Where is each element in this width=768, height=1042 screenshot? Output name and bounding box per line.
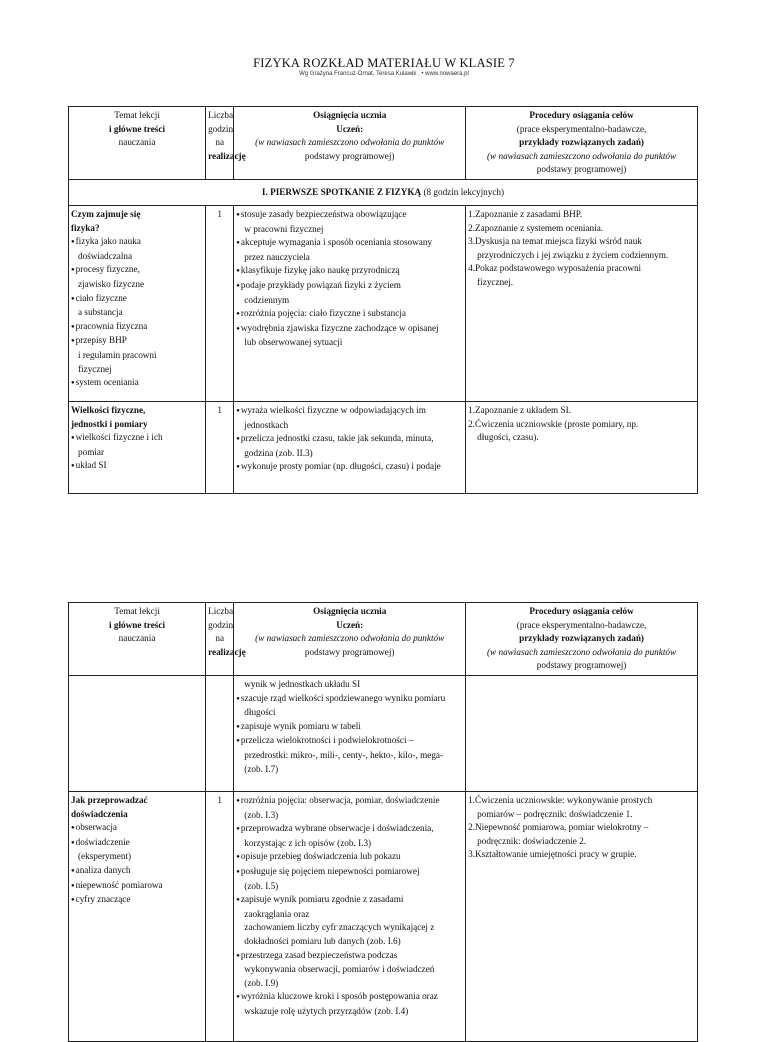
hours-cell: 1 <box>206 791 234 1041</box>
list-item: ● pracownia fizyczna <box>71 320 203 335</box>
text-line: Pokaz podstawowego wyposażenia pracowni <box>475 263 642 274</box>
text-line: Liczba <box>208 110 234 120</box>
text-line <box>468 418 695 445</box>
text-line: (zob. I.5) <box>244 880 279 891</box>
table-row <box>69 791 698 1041</box>
text-line: (w nawiasach zamieszczono odwołania do punktów <box>487 646 677 657</box>
text-line: 2. <box>468 822 476 833</box>
list-item: ● przelicza jednostki czasu, takie jak sekunda, minuta, <box>236 432 463 447</box>
text-line: zachowaniem liczby cyfr znaczących wynikającej z <box>244 922 435 933</box>
text-line: Zapoznanie z układem SI. <box>475 404 571 415</box>
text-line: przykłady rozwiązanych zadań) <box>519 137 644 148</box>
list-item: ● posługuje się pojęciem niepewności pomiarowej <box>236 865 463 880</box>
text-line: w pracowni fizycznej <box>244 223 324 234</box>
text-line: wynik w jednostkach układu SI <box>244 678 361 689</box>
text-line <box>468 262 695 289</box>
text-line: Ćwiczenia uczniowskie: wykonywanie prostych <box>475 794 653 805</box>
achievements-cell <box>234 791 466 1041</box>
text-line: (w nawiasach zamieszczono odwołania do punktów <box>255 137 445 148</box>
list-item: ● klasyfikuje fizykę jako naukę przyrodniczą <box>236 264 463 279</box>
text-line: doświadczenia <box>71 808 128 819</box>
text-line: Zapoznanie z systemem oceniania. <box>475 222 604 233</box>
text-line: zaokrąglania oraz <box>244 908 310 919</box>
list-item: ● wielkości fizyczne i ich <box>71 431 203 446</box>
text-line: wskazuje rolę użytych przyrządów (zob. I.4) <box>244 1005 409 1016</box>
document-subtitle: Wg Grażyna Francuz-Ornat, Teresa Kulawik . • www.nowaera.pl <box>299 71 469 77</box>
list-item: ● stosuje zasady bezpieczeństwa obowiązujące <box>236 208 463 223</box>
list-item: ● rozróżnia pojęcia: ciało fizyczne i substancja <box>236 307 463 322</box>
text-line: przez nauczyciela <box>244 251 310 262</box>
achievements-cell <box>234 675 466 791</box>
text-line: podstawy programowej) <box>536 660 627 671</box>
text-line: Procedury osiągania celów <box>529 606 634 616</box>
text-line: Czym zajmuje się <box>71 208 141 219</box>
list-item: ● obserwacja <box>71 821 203 836</box>
text-line: (w nawiasach zamieszczono odwołania do punktów <box>487 150 677 161</box>
list-item: ● doświadczenie <box>71 836 203 851</box>
text-line: długości <box>244 707 276 718</box>
header-topic <box>69 107 206 180</box>
table-header-row <box>69 603 698 676</box>
achievements-cell <box>234 205 466 401</box>
text-line: podstawy programowej) <box>304 646 395 657</box>
text-line: przedrostki: mikro-, mili-, centy-, hekto-, kilo-, mega- <box>244 749 444 760</box>
list-item: ● wyodrębnia zjawiska fizyczne zachodzące w opisanej <box>236 322 463 337</box>
list-item: ● akceptuje wymagania i sposób oceniania stosowany <box>236 236 463 251</box>
section-row <box>69 179 698 205</box>
text-line: nauczania <box>118 633 156 644</box>
topic-cell <box>69 791 206 1041</box>
list-item: ● przelicza wielokrotności i podwielokrotności – <box>236 734 463 749</box>
text-line: pomiar <box>78 446 105 457</box>
list-item: ● cyfry znaczące <box>71 893 203 908</box>
text-line: pomiarów – podręcznik: doświadczenie 1. <box>477 808 633 819</box>
list-item: ● zapisuje wynik pomiaru w tabeli <box>236 720 463 735</box>
text-line: (zob. I.3) <box>244 809 279 820</box>
text-line: korzystając z ich opisów (zob. I.3) <box>244 837 372 848</box>
text-line: jednostki i pomiary <box>71 418 148 429</box>
list-item: ● rozróżnia pojęcia: obserwacja, pomiar, doświadczenie <box>236 794 463 809</box>
header-achievements <box>234 603 466 676</box>
list-item: ● opisuje przebieg doświadczenia lub pokazu <box>236 850 463 865</box>
list-item: ● przestrzega zasad bezpieczeństwa podczas <box>236 949 463 964</box>
section-title <box>69 179 698 205</box>
text-line: Uczeń: <box>336 123 364 134</box>
text-line: fizyka? <box>71 222 100 233</box>
header-procedures <box>466 107 698 180</box>
text-line: Osiągnięcia ucznia <box>313 606 387 616</box>
text-line: Niepewność pomiarowa, pomiar wielokrotny – <box>475 822 649 833</box>
table-row <box>69 205 698 401</box>
text-line: długości, czasu). <box>477 432 539 443</box>
list-item: ● wykonuje prosty pomiar (np. długości, czasu) i podaje <box>236 460 463 475</box>
text-line: (w nawiasach zamieszczono odwołania do punktów <box>255 633 445 644</box>
document-title: FIZYKA ROZKŁAD MATERIAŁU W KLASIE 7 <box>253 56 515 70</box>
list-item: ● układ SI <box>71 459 203 474</box>
text-line: (prace eksperymentalno-badawcze, <box>516 619 647 630</box>
text-line <box>468 821 695 848</box>
table-header-row <box>69 107 698 180</box>
text-line: Wielkości fizyczne, <box>71 404 146 415</box>
procedures-cell <box>466 675 698 791</box>
text-line: godzin na <box>208 123 234 148</box>
hours-cell: 1 <box>206 205 234 401</box>
text-line: podręcznik: doświadczenie 2. <box>477 835 587 846</box>
list-item: ● procesy fizyczne, <box>71 263 203 278</box>
text-line: zjawisko fizyczne <box>78 278 145 289</box>
table-row <box>69 675 698 791</box>
text-line: Ćwiczenia uczniowskie (proste pomiary, np. <box>475 418 639 429</box>
list-item: ● system oceniania <box>71 376 203 391</box>
text-line <box>468 404 695 418</box>
text-line: podstawy programowej) <box>536 164 627 175</box>
header-procedures <box>466 603 698 676</box>
list-item: ● przeprowadza wybrane obserwacje i doświadczenia, <box>236 822 463 837</box>
text-line: 2. <box>468 418 476 429</box>
text-line <box>468 794 695 821</box>
header-hours <box>206 107 246 180</box>
text-line: 1. <box>468 404 476 415</box>
text-line: wykonywania obserwacji, pomiarów i doświadczeń <box>244 964 435 975</box>
text-line: (eksperyment) <box>78 851 132 862</box>
text-line <box>468 848 695 862</box>
text-line <box>468 222 695 236</box>
text-line: 1. <box>468 794 476 805</box>
procedures-cell <box>466 205 698 401</box>
text-line: 3. <box>468 849 476 860</box>
text-line: Temat lekcji <box>114 606 160 616</box>
text-line: i główne treści <box>109 619 166 630</box>
text-line: realizację <box>208 646 246 657</box>
topic-cell <box>69 401 206 493</box>
text-line: lub obserwowanej sytuacji <box>244 337 343 348</box>
text-line: godzina (zob. II.3) <box>244 447 313 458</box>
table-row <box>69 401 698 493</box>
topic-cell <box>69 675 206 791</box>
procedures-cell <box>466 791 698 1041</box>
text-line: dokładności pomiaru lub danych (zob. I.6) <box>244 935 401 946</box>
text-line: 1. <box>468 208 476 219</box>
list-item: ● fizyka jako nauka <box>71 235 203 250</box>
list-item: ● niepewność pomiarowa <box>71 879 203 894</box>
text-line: Dyskusja na temat miejsca fizyki wśród nauk <box>475 236 642 247</box>
list-item: ● przepisy BHP <box>71 334 203 349</box>
text-line: fizycznej <box>78 363 112 374</box>
text-line: i główne treści <box>109 123 166 134</box>
procedures-cell <box>466 401 698 493</box>
text-line: (zob. I.7) <box>244 763 279 774</box>
text-line: (zob. I.9) <box>244 977 279 988</box>
plan-table-page-1 <box>68 106 698 494</box>
text-line: I. PIERWSZE SPOTKANIE Z FIZYKĄ <box>261 186 422 197</box>
text-line <box>468 235 695 262</box>
text-line: podstawy programowej) <box>304 150 395 161</box>
text-line: 3. <box>468 236 476 247</box>
text-line: Temat lekcji <box>114 110 160 120</box>
list-item: ● analiza danych <box>71 864 203 879</box>
header-achievements <box>234 107 466 180</box>
text-line: Procedury osiągania celów <box>529 110 634 120</box>
header-hours <box>206 603 246 676</box>
list-item: ● zapisuje wynik pomiaru zgodnie z zasadami <box>236 893 463 908</box>
text-line: (prace eksperymentalno-badawcze, <box>516 123 647 134</box>
text-line: realizację <box>208 150 246 161</box>
text-line: 2. <box>468 222 476 233</box>
text-line: (8 godzin lekcyjnych) <box>423 186 505 197</box>
text-line: przyrodniczych i jej związku z życiem codziennym. <box>477 249 669 260</box>
text-line: codziennym <box>244 294 290 305</box>
text-line: 4. <box>468 263 476 274</box>
header-topic <box>69 603 206 676</box>
list-item: ● szacuje rząd wielkości spodziewanego wyniku pomiaru <box>236 692 463 707</box>
topic-cell <box>69 205 206 401</box>
text-line: i regulamin pracowni <box>78 349 157 360</box>
text-line: przykłady rozwiązanych zadań) <box>519 633 644 644</box>
text-line: Jak przeprowadzać <box>71 794 148 805</box>
text-line: Liczba <box>208 606 234 616</box>
plan-table-page-2 <box>68 602 698 1042</box>
list-item: ● wyraża wielkości fizyczne w odpowiadających im <box>236 404 463 419</box>
text-line: Osiągnięcia ucznia <box>313 110 387 120</box>
text-line <box>468 208 695 222</box>
text-line: doświadczalna <box>78 250 133 261</box>
list-item: ● wyróżnia kluczowe kroki i sposób postępowania oraz <box>236 990 463 1005</box>
text-line: Kształtowanie umiejętności pracy w grupie. <box>475 849 637 860</box>
list-item: ● podaje przykłady powiązań fizyki z życiem <box>236 279 463 294</box>
text-line: jednostkach <box>244 419 289 430</box>
achievements-cell <box>234 401 466 493</box>
text-line: fizycznej. <box>477 276 514 287</box>
list-item: ● ciało fizyczne <box>71 292 203 307</box>
text-line: godzin na <box>208 619 234 644</box>
text-line: a substancja <box>78 307 123 318</box>
text-line: nauczania <box>118 137 156 148</box>
hours-cell: 1 <box>206 401 234 493</box>
hours-cell <box>206 675 234 791</box>
text-line: Zapoznanie z zasadami BHP. <box>475 208 583 219</box>
text-line: Uczeń: <box>336 619 364 630</box>
